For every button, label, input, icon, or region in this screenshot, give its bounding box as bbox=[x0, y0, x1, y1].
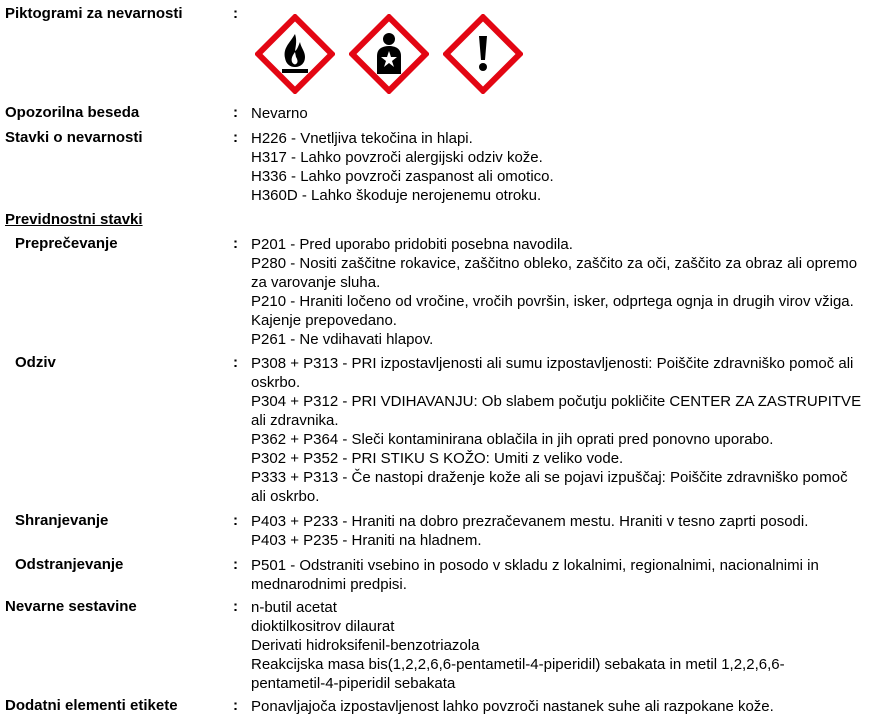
component: dioktilkositrov dilaurat bbox=[251, 618, 395, 635]
precaution-statement: P261 - Ne vdihavati hlapov. bbox=[251, 331, 434, 348]
hazard-statements-label: Stavki o nevarnosti bbox=[5, 129, 143, 146]
response-statements bbox=[251, 354, 866, 506]
signal-word-label: Opozorilna beseda bbox=[5, 104, 140, 121]
colon: : bbox=[233, 354, 238, 371]
component: Reakcijska masa bis(1,2,2,6,6-pentametil-4-piperidil) sebakata in metil 1,2,2,6,6-pentametil-4-piperidil sebakata bbox=[251, 656, 785, 692]
hazard-statement: H336 - Lahko povzroči zaspanost ali omotico. bbox=[251, 168, 554, 185]
colon: : bbox=[233, 697, 238, 714]
exclamation-icon bbox=[443, 14, 523, 94]
response-label: Odziv bbox=[15, 354, 56, 371]
precautionary-heading: Previdnostni stavki bbox=[5, 211, 143, 228]
precaution-statement: P333 + P313 - Če nastopi draženje kože ali se pojavi izpuščaj: Poiščite zdravniško pomoč ali oskrbo. bbox=[251, 469, 848, 505]
colon: : bbox=[233, 512, 238, 529]
component: n-butil acetat bbox=[251, 599, 337, 616]
signal-word: Nevarno bbox=[251, 105, 308, 122]
precaution-statement: P280 - Nositi zaščitne rokavice, zaščitno obleko, zaščito za oči, zaščito za obraz ali opremo za varovanje sluha. bbox=[251, 255, 858, 291]
precaution-statement: P302 + P352 - PRI STIKU S KOŽO: Umiti z veliko vode. bbox=[251, 450, 624, 467]
additional-elements-label: Dodatni elementi etikete bbox=[5, 697, 178, 714]
hazard-statement: H360D - Lahko škoduje nerojenemu otroku. bbox=[251, 187, 542, 204]
colon: : bbox=[233, 129, 238, 146]
storage-statements bbox=[251, 512, 866, 550]
hazardous-components bbox=[251, 598, 866, 693]
colon: : bbox=[233, 598, 238, 615]
hazard-statement: H226 - Vnetljiva tekočina in hlapi. bbox=[251, 130, 473, 147]
colon: : bbox=[233, 104, 238, 121]
hazardous-components-label: Nevarne sestavine bbox=[5, 598, 137, 615]
prevention-statements bbox=[251, 235, 866, 349]
storage-label: Shranjevanje bbox=[15, 512, 109, 529]
disposal-statements bbox=[251, 556, 866, 594]
flame-icon bbox=[255, 14, 335, 94]
precaution-statement: P308 + P313 - PRI izpostavljenosti ali sumu izpostavljenosti: Poiščite zdravniško pomoč ali oskrbo. bbox=[251, 355, 854, 391]
colon: : bbox=[233, 235, 238, 252]
health-hazard-icon bbox=[349, 14, 429, 94]
precaution-statement: P362 + P364 - Sleči kontaminirana oblačila in jih oprati pred ponovno uporabo. bbox=[251, 431, 774, 448]
additional-elements: Ponavljajoča izpostavljenost lahko povzroči nastanek suhe ali razpokane kože. bbox=[251, 698, 774, 715]
precaution-statement: P210 - Hraniti ločeno od vročine, vročih površin, isker, odprtega ognja in drugih virov vžiga. Kajenje prepovedano. bbox=[251, 293, 854, 329]
hazard-statements bbox=[251, 129, 866, 205]
pictograms-label: Piktogrami za nevarnosti bbox=[5, 5, 183, 22]
precaution-statement: P201 - Pred uporabo pridobiti posebna navodila. bbox=[251, 236, 573, 253]
disposal-label: Odstranjevanje bbox=[15, 556, 124, 573]
precaution-statement: P304 + P312 - PRI VDIHAVANJU: Ob slabem počutju pokličite CENTER ZA ZASTRUPITVE ali zdravnika. bbox=[251, 393, 862, 429]
precaution-statement: P403 + P235 - Hraniti na hladnem. bbox=[251, 532, 482, 549]
prevention-label: Preprečevanje bbox=[15, 235, 118, 252]
colon: : bbox=[233, 5, 238, 22]
component: Derivati hidroksifenil-benzotriazola bbox=[251, 637, 480, 654]
hazard-statement: H317 - Lahko povzroči alergijski odziv kože. bbox=[251, 149, 543, 166]
precaution-statement: P501 - Odstraniti vsebino in posodo v skladu z lokalnimi, regionalnimi, nacionalnimi in mednarodnimi predpisi. bbox=[251, 557, 819, 593]
precaution-statement: P403 + P233 - Hraniti na dobro prezračevanem mestu. Hraniti v tesno zaprti posodi. bbox=[251, 513, 809, 530]
colon: : bbox=[233, 556, 238, 573]
